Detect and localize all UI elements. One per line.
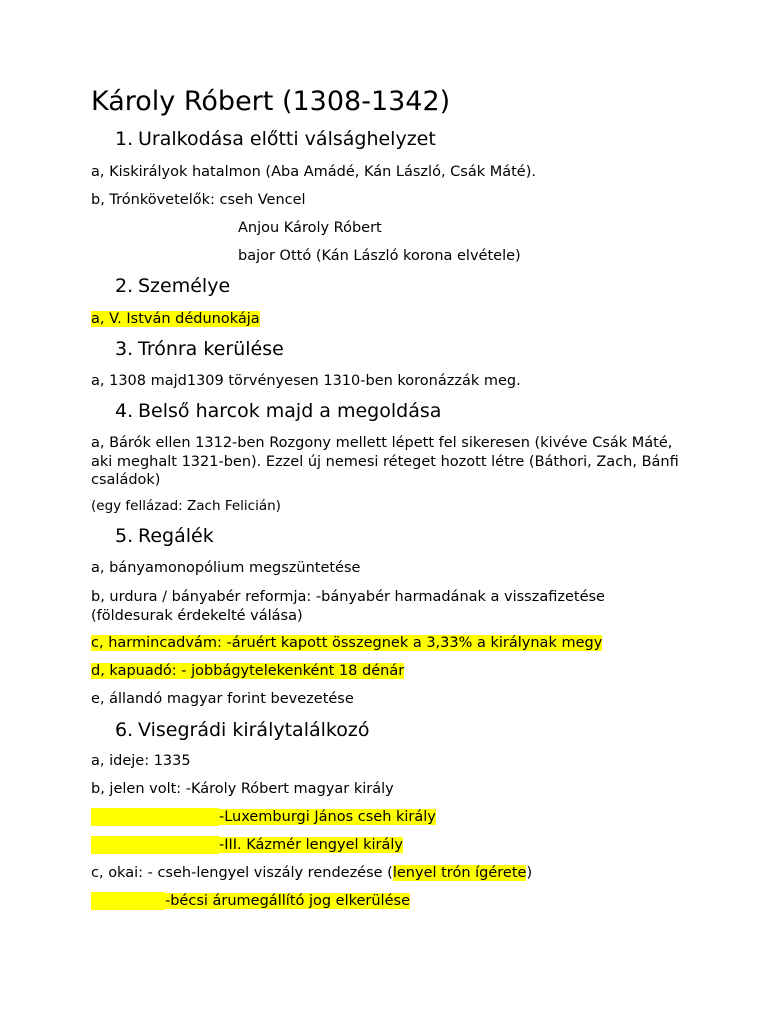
section-heading-1	[115, 126, 436, 152]
text-line-highlighted	[91, 634, 602, 652]
section-number: 2.	[115, 275, 134, 297]
section-title: Trónra kerülése	[138, 338, 284, 360]
highlight-indent	[91, 836, 219, 854]
highlighted-text: -Luxemburgi János cseh király	[219, 809, 436, 825]
section-title: Személye	[138, 275, 231, 297]
section-number: 4.	[115, 400, 134, 422]
text-paragraph: a, Bárók ellen 1312-ben Rozgony mellett lépett fel sikeresen (kivéve Csák Máté, aki meghalt 1321-ben). Ezzel új nemesi réteget hozott létre (Báthori, Zach, Bánfi családok)	[91, 435, 679, 488]
text-line	[91, 864, 532, 882]
section-number: 1.	[115, 128, 134, 150]
text-line: a, bányamonopólium megszüntetése	[91, 560, 361, 576]
section-number: 6.	[115, 719, 134, 741]
text-line: b, Trónkövetelők: cseh Vencel	[91, 192, 306, 208]
highlight-indent	[91, 808, 219, 826]
text-line: e, állandó magyar forint bevezetése	[91, 691, 354, 707]
text-line: b, jelen volt: -Károly Róbert magyar király	[91, 781, 394, 797]
section-number: 5.	[115, 525, 134, 547]
text-line-highlighted	[91, 892, 410, 910]
text-line: (egy fellázad: Zach Felicián)	[91, 498, 281, 514]
plain-text: )	[526, 865, 533, 881]
section-heading-5	[115, 523, 214, 549]
highlighted-text: c, harmincadvám: -áruért kapott összegnek a 3,33% a királynak megy	[91, 635, 603, 651]
section-title: Visegrádi királytalálkozó	[138, 719, 370, 741]
highlighted-text: lenyel trón ígérete	[392, 865, 527, 881]
text-line: a, 1308 majd1309 törvényesen 1310-ben koronázzák meg.	[91, 373, 521, 389]
highlighted-text: d, kapuadó: - jobbágytelekenként 18 dénár	[91, 663, 405, 679]
section-heading-3	[115, 336, 284, 362]
text-line: Anjou Károly Róbert	[238, 220, 382, 236]
section-title: Uralkodása előtti válsághelyzet	[138, 128, 436, 150]
section-title: Regálék	[138, 525, 214, 547]
section-heading-6	[115, 717, 369, 743]
section-heading-2	[115, 273, 230, 299]
text-line-highlighted	[91, 662, 404, 680]
text-line-highlighted	[91, 310, 260, 328]
text-line: a, Kiskirályok hatalmon (Aba Amádé, Kán László, Csák Máté).	[91, 164, 536, 180]
document-title: Károly Róbert (1308-1342)	[91, 86, 451, 117]
highlighted-text: -III. Kázmér lengyel király	[219, 837, 404, 853]
text-paragraph: b, urdura / bányabér reformja: -bányabér harmadának a visszafizetése (földesurak érdekelté válása)	[91, 589, 605, 624]
highlight-indent	[91, 892, 165, 910]
text-line: a, ideje: 1335	[91, 753, 191, 769]
highlighted-text: a, V. István dédunokája	[91, 311, 260, 327]
text-line-highlighted	[91, 808, 436, 826]
section-number: 3.	[115, 338, 134, 360]
section-heading-4	[115, 398, 441, 424]
section-title: Belső harcok majd a megoldása	[138, 400, 442, 422]
plain-text: c, okai: - cseh-lengyel viszály rendezése (	[91, 865, 393, 881]
highlighted-text: -bécsi árumegállító jog elkerülése	[165, 893, 410, 909]
text-line: bajor Ottó (Kán László korona elvétele)	[238, 248, 521, 264]
text-line-highlighted	[91, 836, 403, 854]
